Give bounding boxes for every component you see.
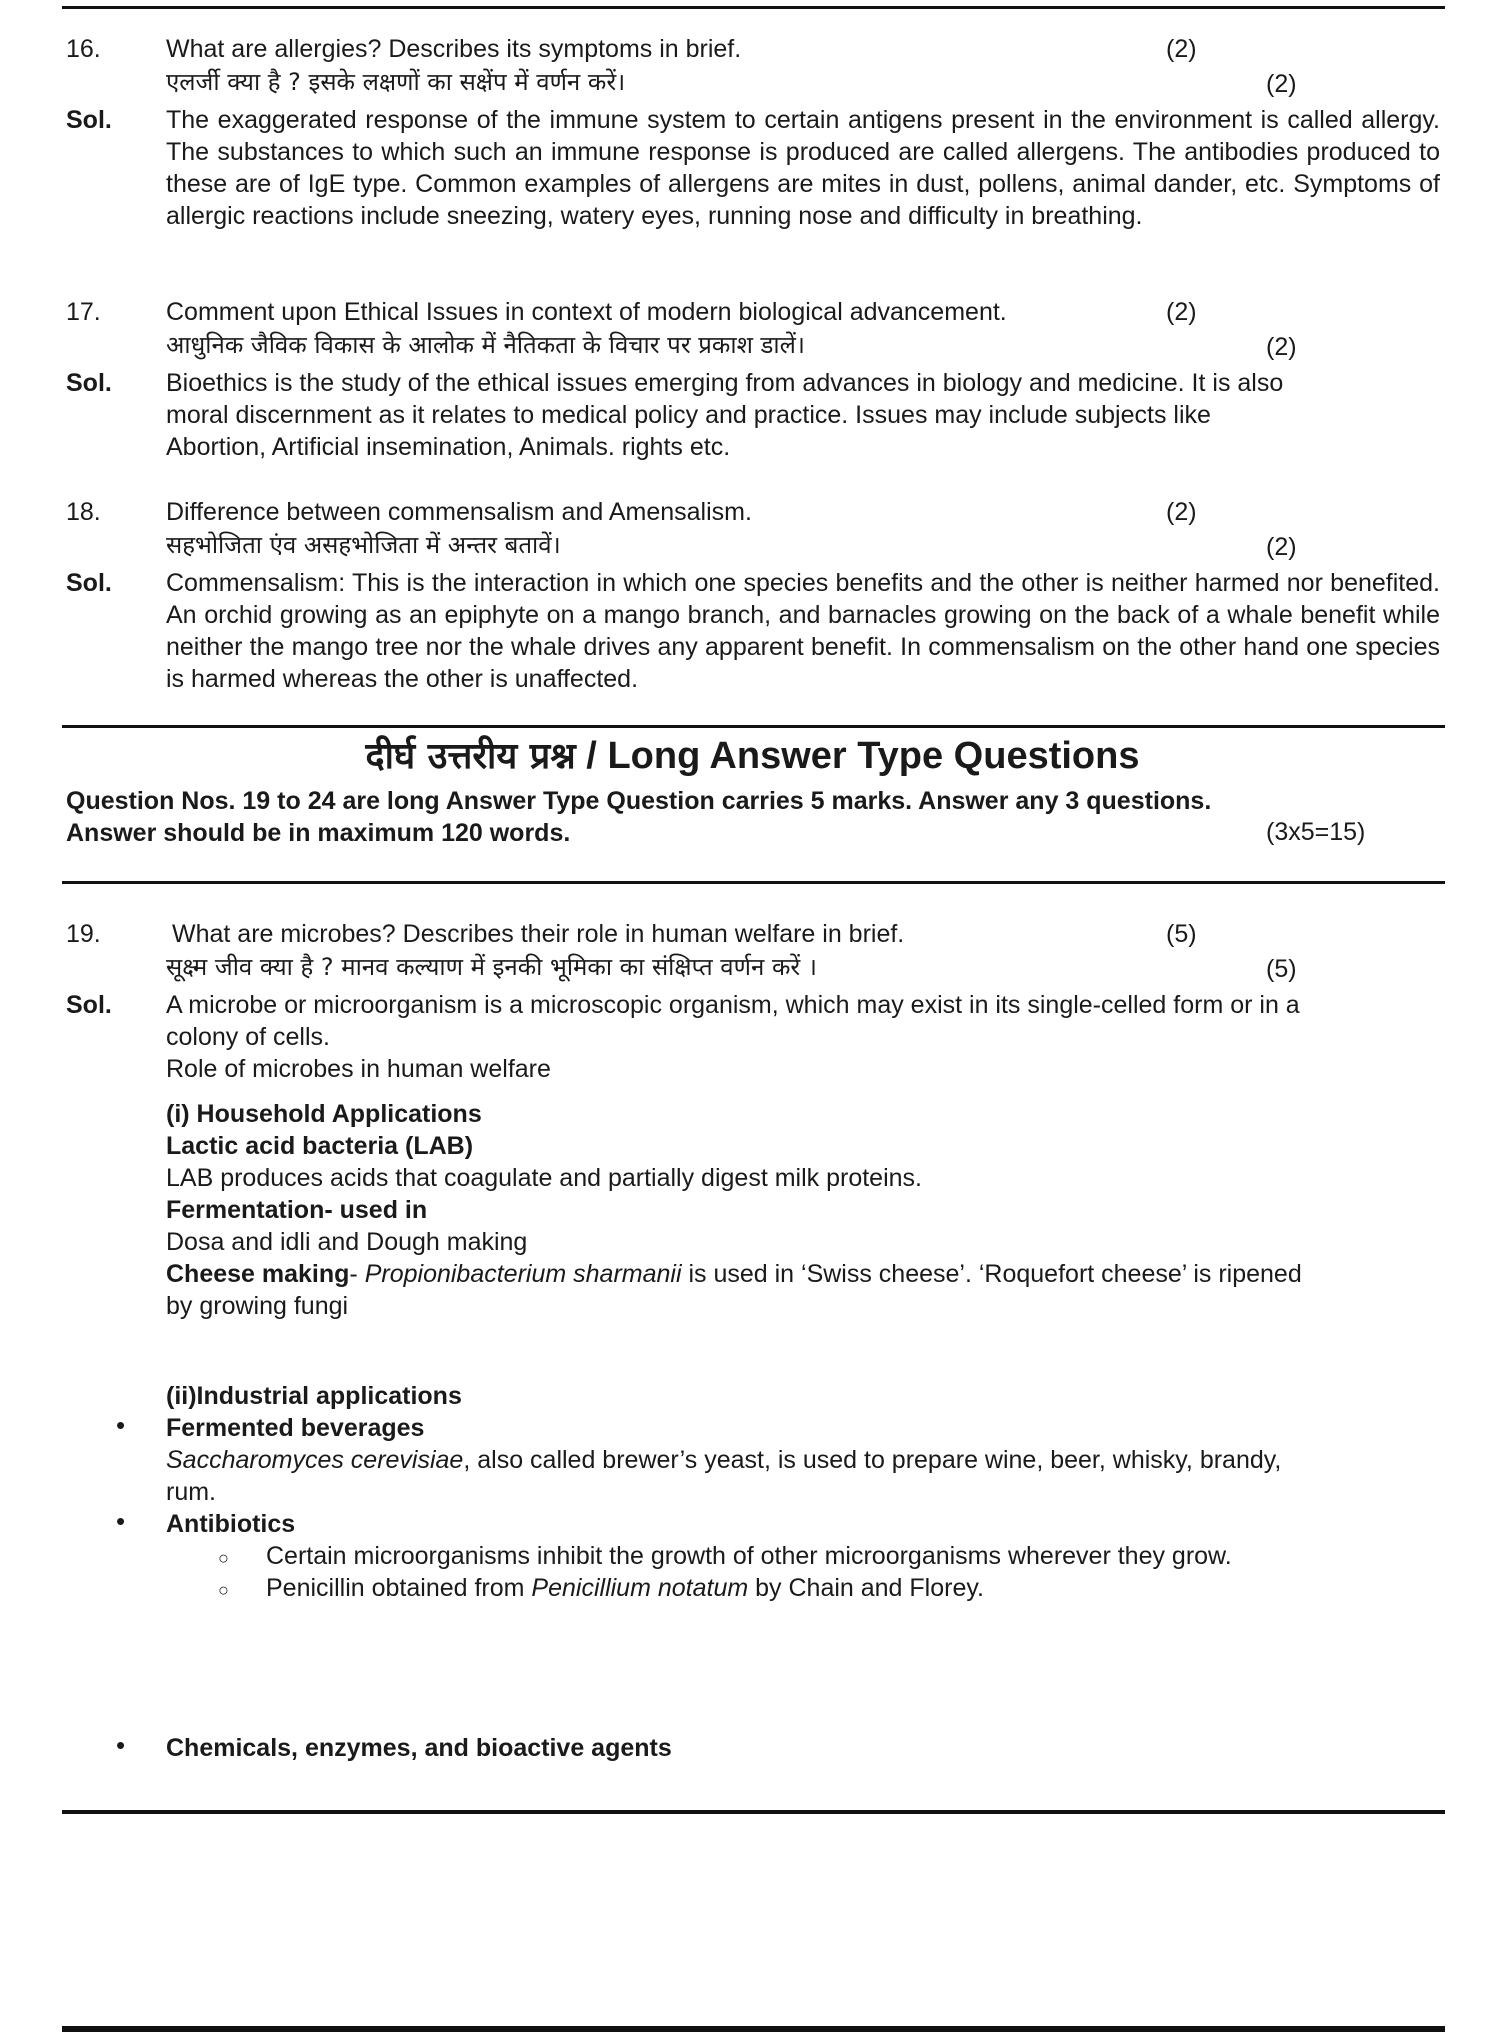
question-marks-hindi: (2)	[1266, 70, 1297, 98]
solution-line: Role of microbes in human welfare	[166, 1055, 551, 1083]
section-instructions: Question Nos. 19 to 24 are long Answer Type Question carries 5 marks. Answer any 3 questions.	[66, 787, 1212, 815]
beverages-text-continued: rum.	[166, 1478, 216, 1506]
antibiotics-point-post: by Chain and Florey.	[748, 1574, 984, 1602]
industrial-heading: (ii)Industrial applications	[166, 1382, 462, 1410]
question-text-hindi: सहभोजिता एंव असहभोजिता में अन्तर बतावें।	[166, 531, 561, 559]
question-text-english: What are allergies? Describes its symptoms in brief.	[166, 35, 742, 63]
section-divider	[62, 725, 1445, 728]
question-marks-hindi: (2)	[1266, 333, 1297, 361]
antibiotics-point	[266, 1572, 984, 1604]
question-text-hindi: आधुनिक जैविक विकास के आलोक में नैतिकता के विचार पर प्रकाश डालें।	[166, 331, 805, 359]
solution-label: Sol.	[66, 106, 112, 134]
antibiotics-heading: Antibiotics	[166, 1510, 296, 1538]
section-title	[0, 730, 1505, 779]
section-title-english: Long Answer Type Questions	[607, 735, 1140, 777]
solution-label: Sol.	[66, 991, 112, 1019]
antibiotics-point-pre: Penicillin obtained from	[266, 1574, 532, 1602]
question-number: 19.	[66, 920, 101, 948]
solution-text: Commensalism: This is the interaction in which one species benefits and the other is neither harmed nor benefited. An orchid growing as an epiphyte on a mango branch, and barnacles growing on the back of a whale benefit while neither the mango tree nor the whale drives any apparent benefit. In commensalism on the other hand one species is harmed whereas the other is unaffected.	[166, 569, 1440, 693]
fermentation-text: Dosa and idli and Dough making	[166, 1228, 528, 1256]
question-marks-hindi: (2)	[1266, 533, 1297, 561]
question-text-english: Difference between commensalism and Amensalism.	[166, 498, 752, 526]
solution-label: Sol.	[66, 569, 112, 597]
lab-heading: Lactic acid bacteria (LAB)	[166, 1132, 474, 1160]
question-number: 18.	[66, 498, 101, 526]
solution-line: Abortion, Artificial insemination, Animals. rights etc.	[166, 433, 731, 461]
top-rule	[62, 6, 1445, 9]
solution-line: A microbe or microorganism is a microscopic organism, which may exist in its single-celled form or in a	[166, 991, 1300, 1019]
section-title-hindi: दीर्घ उत्तरीय प्रश्न	[365, 736, 576, 777]
circle-bullet-icon: ○	[218, 1548, 229, 1568]
question-number: 16.	[66, 35, 101, 63]
question-text-hindi: सूक्ष्म जीव क्या है ? मानव कल्याण में इनकी भूमिका का संक्षिप्त वर्णन करें ।	[166, 953, 817, 981]
question-marks: (5)	[1166, 920, 1197, 948]
chemicals-heading: Chemicals, enzymes, and bioactive agents	[166, 1734, 672, 1762]
fermentation-heading: Fermentation- used in	[166, 1196, 428, 1224]
bullet-icon: •	[116, 1410, 126, 1440]
solution-label: Sol.	[66, 369, 112, 397]
question-text-english: What are microbes? Describes their role in human welfare in brief.	[172, 920, 905, 948]
solution-line: colony of cells.	[166, 1023, 330, 1051]
question-text-english: Comment upon Ethical Issues in context of modern biological advancement.	[166, 298, 1007, 326]
cheese-text-continued: by growing fungi	[166, 1292, 349, 1320]
antibiotics-species: Penicillium notatum	[531, 1574, 749, 1602]
bullet-icon: •	[116, 1506, 126, 1536]
question-marks: (2)	[1166, 35, 1197, 63]
cheese-making-line	[166, 1258, 1302, 1290]
section-total-marks: (3x5=15)	[1266, 818, 1366, 846]
beverages-text	[166, 1444, 1281, 1476]
beverages-text-rest: , also called brewer’s yeast, is used to prepare wine, beer, whisky, brandy,	[463, 1446, 1282, 1474]
cheese-species: Propionibacterium sharmanii	[364, 1260, 682, 1288]
page-footer-rule	[62, 2026, 1445, 2032]
solution-line: Bioethics is the study of the ethical issues emerging from advances in biology and medicine. It is also	[166, 369, 1284, 397]
lab-text: LAB produces acids that coagulate and partially digest milk proteins.	[166, 1164, 922, 1192]
cheese-dash: -	[349, 1260, 365, 1288]
question-marks-hindi: (5)	[1266, 955, 1297, 983]
question-marks: (2)	[1166, 298, 1197, 326]
beverages-species: Saccharomyces cerevisiae	[166, 1446, 464, 1474]
solution-line: moral discernment as it relates to medical policy and practice. Issues may include subjects like	[166, 401, 1211, 429]
question-number: 17.	[66, 298, 101, 326]
cheese-text: is used in ‘Swiss cheese’. ‘Roquefort cheese’ is ripened	[681, 1260, 1302, 1288]
household-heading: (i) Household Applications	[166, 1100, 482, 1128]
antibiotics-point: Certain microorganisms inhibit the growth of other microorganisms wherever they grow.	[266, 1542, 1232, 1570]
solution-text: The exaggerated response of the immune system to certain antigens present in the environment is called allergy. The substances to which such an immune response is produced are called allergens. The antibodies produced to these are of IgE type. Common examples of allergens are mites in dust, pollens, animal dander, etc. Symptoms of allergic reactions include sneezing, watery eyes, running nose and difficulty in breathing.	[166, 106, 1440, 230]
beverages-heading: Fermented beverages	[166, 1414, 425, 1442]
question-marks: (2)	[1166, 498, 1197, 526]
cheese-heading: Cheese making	[166, 1260, 350, 1288]
bullet-icon: •	[116, 1730, 126, 1760]
section-divider	[62, 881, 1445, 884]
question-text-hindi: एलर्जी क्या है ? इसके लक्षणों का सक्षेंप में वर्णन करें।	[166, 68, 626, 96]
section-instructions: Answer should be in maximum 120 words.	[66, 819, 571, 847]
bottom-rule	[62, 1810, 1445, 1814]
section-title-separator: /	[575, 735, 608, 777]
circle-bullet-icon: ○	[218, 1580, 229, 1600]
